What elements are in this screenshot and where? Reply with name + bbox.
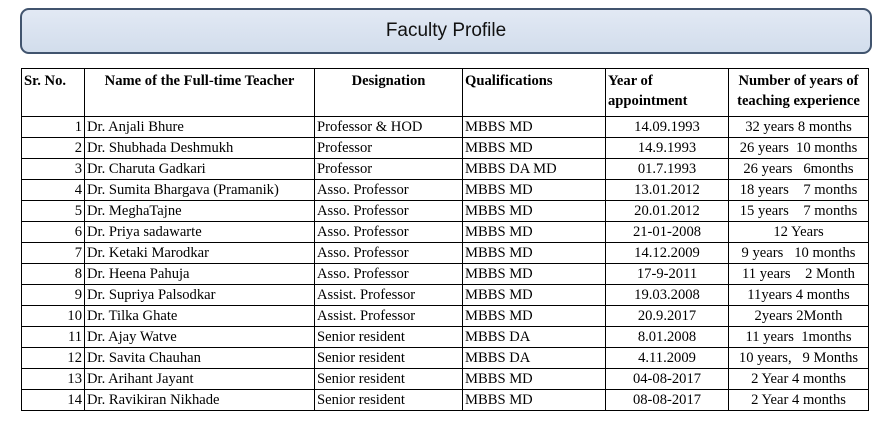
cell-name: Dr. Tilka Ghate	[85, 306, 315, 327]
faculty-table	[21, 68, 869, 411]
cell-sr-no: 1	[22, 117, 85, 138]
cell-experience: 2 Year 4 months	[729, 390, 869, 411]
cell-experience: 15 years 7 months	[729, 201, 869, 222]
cell-name: Dr. Arihant Jayant	[85, 369, 315, 390]
cell-designation: Asso. Professor	[315, 264, 463, 285]
table-row	[22, 201, 869, 222]
table-row	[22, 138, 869, 159]
cell-name: Dr. Ravikiran Nikhade	[85, 390, 315, 411]
cell-designation: Senior resident	[315, 369, 463, 390]
header-sr-no: Sr. No.	[22, 69, 85, 117]
cell-designation: Asso. Professor	[315, 201, 463, 222]
cell-experience: 11years 4 months	[729, 285, 869, 306]
cell-experience: 18 years 7 months	[729, 180, 869, 201]
cell-year: 20.01.2012	[606, 201, 729, 222]
cell-designation: Assist. Professor	[315, 285, 463, 306]
cell-year: 04-08-2017	[606, 369, 729, 390]
header-experience	[729, 69, 869, 117]
cell-designation: Senior resident	[315, 327, 463, 348]
cell-qualifications: MBBS MD	[463, 306, 606, 327]
cell-name: Dr. Sumita Bhargava (Pramanik)	[85, 180, 315, 201]
cell-sr-no: 9	[22, 285, 85, 306]
cell-designation: Senior resident	[315, 390, 463, 411]
cell-qualifications: MBBS MD	[463, 243, 606, 264]
cell-year: 01.7.1993	[606, 159, 729, 180]
cell-year: 08-08-2017	[606, 390, 729, 411]
table-row	[22, 306, 869, 327]
table-row	[22, 117, 869, 138]
cell-name: Dr. Supriya Palsodkar	[85, 285, 315, 306]
cell-year: 19.03.2008	[606, 285, 729, 306]
cell-sr-no: 4	[22, 180, 85, 201]
cell-designation: Professor	[315, 138, 463, 159]
header-year-line2: appointment	[608, 93, 688, 109]
cell-sr-no: 11	[22, 327, 85, 348]
table-row	[22, 285, 869, 306]
cell-qualifications: MBBS MD	[463, 264, 606, 285]
page-title-banner	[20, 8, 872, 54]
cell-year: 13.01.2012	[606, 180, 729, 201]
cell-year: 14.9.1993	[606, 138, 729, 159]
cell-experience: 26 years 10 months	[729, 138, 869, 159]
cell-qualifications: MBBS MD	[463, 180, 606, 201]
cell-experience: 11 years 2 Month	[729, 264, 869, 285]
cell-experience: 26 years 6months	[729, 159, 869, 180]
cell-sr-no: 12	[22, 348, 85, 369]
cell-sr-no: 8	[22, 264, 85, 285]
cell-sr-no: 13	[22, 369, 85, 390]
cell-qualifications: MBBS DA	[463, 327, 606, 348]
cell-qualifications: MBBS MD	[463, 201, 606, 222]
cell-sr-no: 6	[22, 222, 85, 243]
table-row	[22, 243, 869, 264]
cell-year: 14.09.1993	[606, 117, 729, 138]
header-designation: Designation	[315, 69, 463, 117]
header-year	[606, 69, 729, 117]
cell-experience: 10 years, 9 Months	[729, 348, 869, 369]
table-row	[22, 348, 869, 369]
table-row	[22, 222, 869, 243]
header-name: Name of the Full-time Teacher	[85, 69, 315, 117]
cell-year: 17-9-2011	[606, 264, 729, 285]
cell-experience: 9 years 10 months	[729, 243, 869, 264]
cell-experience: 12 Years	[729, 222, 869, 243]
cell-qualifications: MBBS MD	[463, 138, 606, 159]
cell-qualifications: MBBS MD	[463, 369, 606, 390]
cell-experience: 32 years 8 months	[729, 117, 869, 138]
cell-designation: Senior resident	[315, 348, 463, 369]
cell-sr-no: 2	[22, 138, 85, 159]
cell-sr-no: 5	[22, 201, 85, 222]
cell-designation: Professor	[315, 159, 463, 180]
cell-sr-no: 14	[22, 390, 85, 411]
cell-qualifications: MBBS MD	[463, 390, 606, 411]
cell-sr-no: 3	[22, 159, 85, 180]
cell-experience: 2 Year 4 months	[729, 369, 869, 390]
header-qualifications: Qualifications	[463, 69, 606, 117]
page-title: Faculty Profile	[385, 20, 507, 41]
cell-year: 20.9.2017	[606, 306, 729, 327]
table-row	[22, 264, 869, 285]
cell-qualifications: MBBS MD	[463, 285, 606, 306]
cell-year: 8.01.2008	[606, 327, 729, 348]
cell-designation: Professor & HOD	[315, 117, 463, 138]
cell-designation: Asso. Professor	[315, 180, 463, 201]
cell-name: Dr. Ketaki Marodkar	[85, 243, 315, 264]
cell-qualifications: MBBS DA	[463, 348, 606, 369]
cell-qualifications: MBBS MD	[463, 222, 606, 243]
cell-year: 4.11.2009	[606, 348, 729, 369]
cell-experience: 2years 2Month	[729, 306, 869, 327]
cell-qualifications: MBBS DA MD	[463, 159, 606, 180]
cell-year: 14.12.2009	[606, 243, 729, 264]
cell-designation: Asso. Professor	[315, 222, 463, 243]
cell-name: Dr. MeghaTajne	[85, 201, 315, 222]
cell-designation: Asso. Professor	[315, 243, 463, 264]
cell-name: Dr. Charuta Gadkari	[85, 159, 315, 180]
cell-name: Dr. Ajay Watve	[85, 327, 315, 348]
header-experience-line2: teaching experience	[737, 93, 860, 109]
cell-name: Dr. Shubhada Deshmukh	[85, 138, 315, 159]
cell-name: Dr. Heena Pahuja	[85, 264, 315, 285]
table-row	[22, 327, 869, 348]
table-row	[22, 180, 869, 201]
cell-qualifications: MBBS MD	[463, 117, 606, 138]
cell-designation: Assist. Professor	[315, 306, 463, 327]
cell-name: Dr. Anjali Bhure	[85, 117, 315, 138]
header-experience-line1: Number of years of	[738, 73, 859, 89]
table-row	[22, 390, 869, 411]
cell-name: Dr. Priya sadawarte	[85, 222, 315, 243]
cell-year: 21-01-2008	[606, 222, 729, 243]
table-header-row	[22, 69, 869, 117]
cell-sr-no: 10	[22, 306, 85, 327]
cell-sr-no: 7	[22, 243, 85, 264]
table-row	[22, 159, 869, 180]
cell-experience: 11 years 1months	[729, 327, 869, 348]
cell-name: Dr. Savita Chauhan	[85, 348, 315, 369]
table-row	[22, 369, 869, 390]
header-year-line1: Year of	[608, 73, 653, 89]
